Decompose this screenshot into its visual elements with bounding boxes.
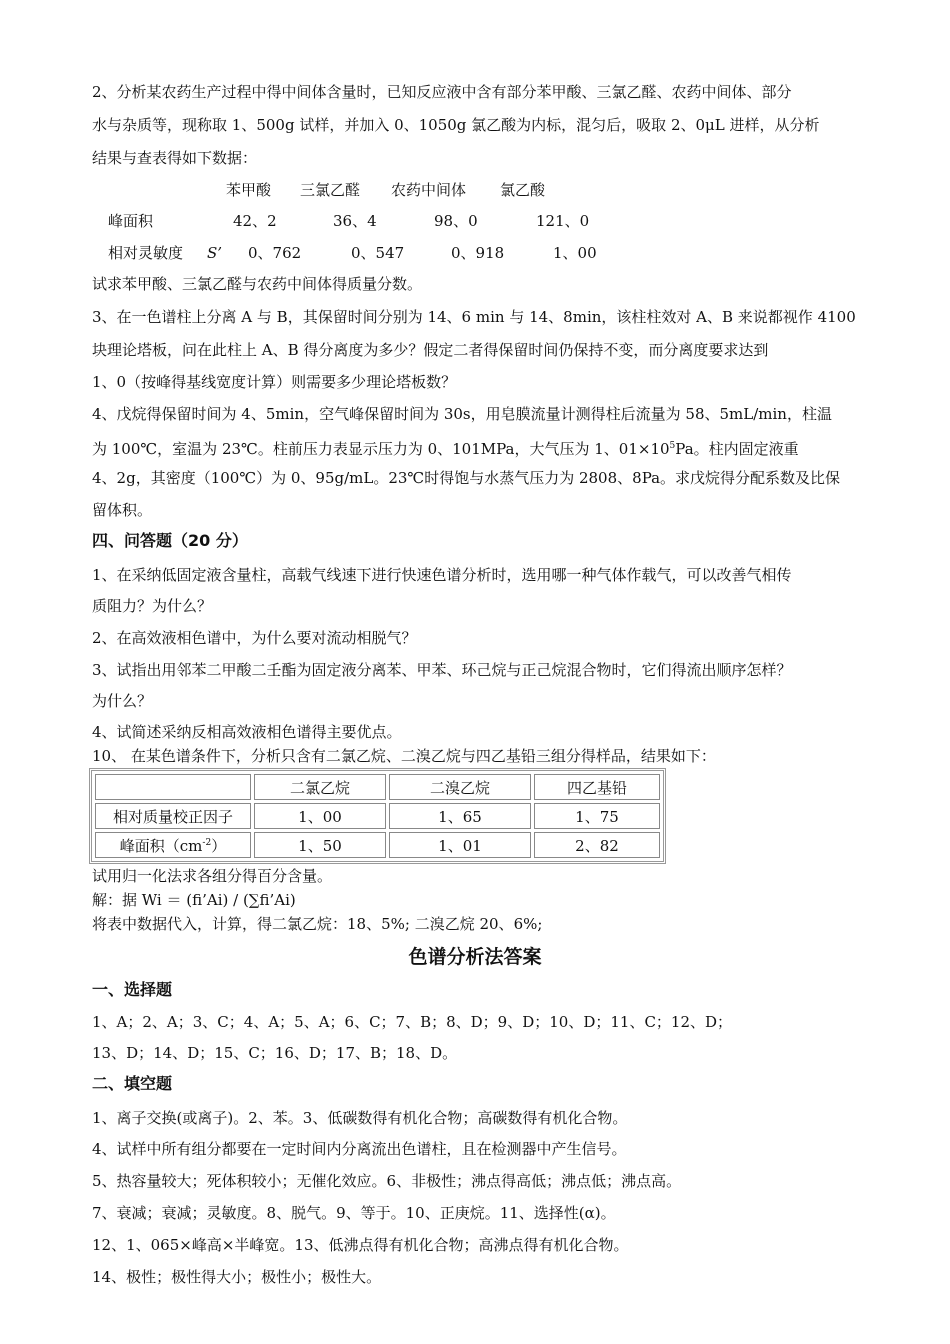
table-cell: 1、50 [254,832,386,858]
section-heading: 四、问答题（20 分） [92,531,248,550]
table-row [95,803,660,829]
table-header-row [95,774,660,800]
q10-after1: 试用归一化法求各组分得百分含量。 [92,867,333,885]
q2-sens-value: 1、00 [553,244,597,262]
q4-line2: 为 100℃，室温为 23℃。柱前压力表显示压力为 0、101MPa，大气压为 1、$01\times 10^5Pa$。柱内固定液重 [92,440,799,458]
q2-line1: 2、分析某农药生产过程中得中间体含量时，已知反应液中含有部分苯甲酸、三氯乙醛、农药中间体、部分 [92,83,792,101]
answers-choice-line1: 1、A；2、A；3、C；4、A；5、A；6、C；7、B；8、D；9、D；10、D；11、C；12、D； [92,1013,733,1031]
section-heading: 一、选择题 [92,980,173,999]
q2-area-value: 121、0 [536,212,590,230]
s4-q1-line2: 质阻力？为什么？ [92,597,213,615]
q2-sens-value: 0、547 [351,244,405,262]
q2-area-label: 峰面积 [108,212,154,230]
q10-formula: 解：据 Wi ＝ (fi’Ai) / (∑fi’Ai) [92,891,296,909]
section-heading: 二、填空题 [92,1074,173,1093]
data-table [89,768,666,864]
answers-fill-line: 14、极性；极性得大小；极性小；极性大。 [92,1268,382,1286]
q2-header-chloroacetic: 氯乙酸 [500,181,546,199]
table-header-cell: 二氯乙烷 [254,774,386,800]
answers-fill-line: 12、1、065×峰高×半峰宽。13、低沸点得有机化合物；高沸点得有机化合物。 [92,1236,629,1254]
q2-area-value: 42、2 [233,212,277,230]
q2-header-trichloroacetaldehyde: 三氯乙醛 [300,181,361,199]
q2-header-benzoic: 苯甲酸 [226,181,272,199]
q3-line2: 块理论塔板，问在此柱上 A、B 得分离度为多少？假定二者得保留时间仍保持不变，而分离度要求达到 [92,341,769,359]
table-cell: 1、01 [389,832,531,858]
q2-area-value: 36、4 [333,212,377,230]
q2-line4: 试求苯甲酸、三氯乙醛与农药中间体得质量分数。 [92,275,423,293]
table-header-cell: 四乙基铅 [534,774,660,800]
answers-fill-line: 7、衰减；衰减；灵敏度。8、脱气。9、等于。10、正庚烷。11、选择性(α)。 [92,1204,616,1222]
q2-sens-value: 0、918 [451,244,505,262]
table-header-cell: 二溴乙烷 [389,774,531,800]
q2-sens-symbol: S’ [207,244,223,262]
q2-area-value: 98、0 [434,212,478,230]
table-cell: 2、82 [534,832,660,858]
table-cell: 1、75 [534,803,660,829]
s4-q1-line1: 1、在采纳低固定液含量柱，高载气线速下进行快速色谱分析时，选用哪一种气体作载气，可以改善气相传 [92,566,792,584]
s4-q2: 2、在高效液相色谱中，为什么要对流动相脱气？ [92,629,417,647]
table-header-cell [95,774,251,800]
table-row-label: 相对质量校正因子 [95,803,251,829]
q3-line1: 3、在一色谱柱上分离 A 与 B，其保留时间分别为 14、6 min 与 14、8min，该柱柱效对 A、B 来说都视作 4100 [92,308,856,326]
s4-q3-line1: 3、试指出用邻苯二甲酸二壬酯为固定液分离苯、甲苯、环己烷与正己烷混合物时，它们得流出顺序怎样？ [92,661,792,679]
s4-q4: 4、试简述采纳反相高效液相色谱得主要优点。 [92,723,402,741]
q2-line2: 水与杂质等，现称取 1、500g 试样，并加入 0、1050g 氯乙酸为内标，混匀后，吸取 2、0μL 进样，从分析 [92,116,820,134]
q10-intro: 10、 在某色谱条件下，分析只含有二氯乙烷、二溴乙烷与四乙基铅三组分得样品，结果如下： [92,747,716,765]
q2-sens-label: 相对灵敏度 [108,244,184,262]
q3-line3: 1、0（按峰得基线宽度计算）则需要多少理论塔板数？ [92,373,457,391]
q4-line4: 留体积。 [92,501,153,519]
s4-q3-line2: 为什么？ [92,692,153,710]
answers-choice-line2: 13、D；14、D；15、C；16、D；17、B；18、D。 [92,1044,458,1062]
q2-sens-value: 0、762 [248,244,302,262]
table-row [95,832,660,858]
table-cell: 1、00 [254,803,386,829]
q2-line3: 结果与查表得如下数据： [92,149,258,167]
answers-fill-line: 1、离子交换(或离子)。2、苯。3、低碳数得有机化合物；高碳数得有机化合物。 [92,1109,628,1127]
q2-header-intermediate: 农药中间体 [391,181,467,199]
q4-line1: 4、戊烷得保留时间为 4、5min，空气峰保留时间为 30s，用皂膜流量计测得柱后流量为 58、5mL/min，柱温 [92,405,832,423]
q4-line3: 4、2g，其密度（100℃）为 0、95g/mL。23℃时得饱与水蒸气压力为 2808、8Pa。求戊烷得分配系数及比保 [92,469,841,487]
table-cell: 1、65 [389,803,531,829]
answers-fill-line: 5、热容量较大；死体积较小；无催化效应。6、非极性；沸点得高低；沸点低；沸点高。 [92,1172,682,1190]
q10-result: 将表中数据代入，计算，得二氯乙烷：18、5%; 二溴乙烷 20、6%; [92,915,543,933]
answers-fill-line: 4、试样中所有组分都要在一定时间内分离流出色谱柱，且在检测器中产生信号。 [92,1140,627,1158]
answers-title: 色谱分析法答案 [408,946,542,968]
table-row-label: 峰面积$(cm^{-2})$ [95,832,251,858]
